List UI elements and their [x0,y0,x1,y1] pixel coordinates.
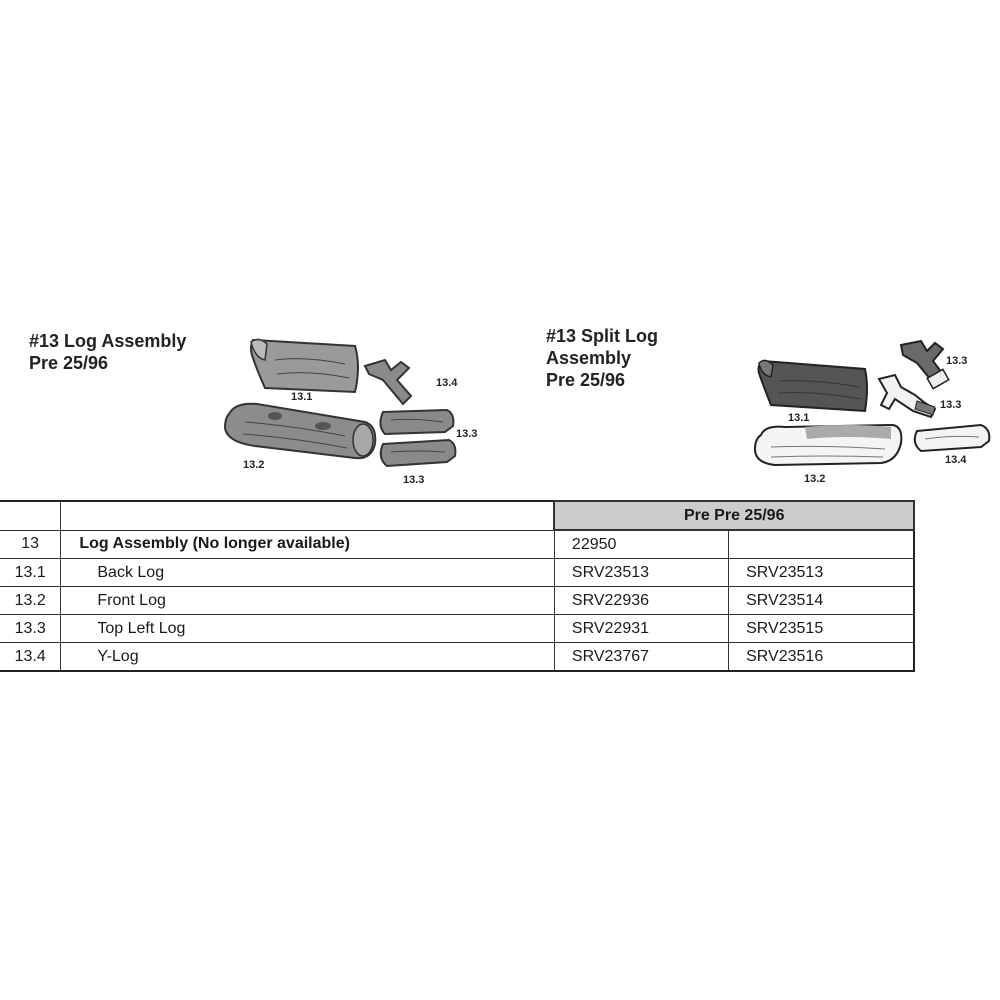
group-header: Pre Pre 25/96 [554,501,914,530]
split-y-log-upper-image [901,341,949,389]
left-title-line1: #13 Log Assembly [29,331,187,351]
right-callout-y-log-lower: 13.3 [940,399,962,411]
split-y-log-lower-image [879,375,935,417]
right-callout-y-log-upper: 13.3 [946,355,968,367]
table-row [0,559,914,587]
cell-desc: Front Log [61,587,555,615]
cell-desc: Y-Log [61,643,555,672]
split-front-log-image [755,425,901,465]
table-header-row [0,501,914,530]
cell-num: 13.1 [0,559,61,587]
left-callout-back-log: 13.1 [291,391,313,403]
cell-part-b: SRV23515 [729,615,914,643]
right-title-line1: #13 Split Log [546,326,659,346]
left-callout-top-log-upper: 13.3 [456,428,478,440]
cell-part-b: SRV23514 [729,587,914,615]
front-log-image [225,404,375,459]
top-log-lower-image [381,440,456,466]
left-callout-top-log-lower: 13.3 [403,474,425,486]
back-log-image [251,339,358,392]
cell-part-a: SRV22936 [554,587,728,615]
split-top-log-image [915,425,990,451]
top-log-upper-image [380,410,453,434]
table-row [0,530,914,559]
cell-part-a: 22950 [554,530,728,559]
cell-part-a: SRV23513 [554,559,728,587]
cell-part-a: SRV22931 [554,615,728,643]
split-back-log-image [759,360,868,411]
cell-num: 13 [0,530,61,559]
right-callout-back-log: 13.1 [788,412,810,424]
cell-part-a: SRV23767 [554,643,728,672]
cell-desc: Back Log [61,559,555,587]
parts-table [0,500,915,672]
table-row [0,643,914,672]
cell-part-b: SRV23513 [729,559,914,587]
left-callout-front-log: 13.2 [243,459,265,471]
cell-desc: Top Left Log [61,615,555,643]
cell-num: 13.4 [0,643,61,672]
table-row [0,587,914,615]
right-title-line3: Pre 25/96 [546,370,626,390]
right-assembly-title [546,325,658,391]
cell-part-b [729,530,914,559]
right-title-line2: Assembly [546,348,632,368]
header-cell-num [0,501,61,530]
left-assembly-title [29,330,186,374]
header-cell-desc [61,501,555,530]
cell-desc: Log Assembly (No longer available) [61,530,555,559]
right-callout-front-log: 13.2 [804,473,826,485]
cell-num: 13.2 [0,587,61,615]
table-row [0,615,914,643]
cell-num: 13.3 [0,615,61,643]
left-title-line2: Pre 25/96 [29,353,109,373]
left-callout-y-log: 13.4 [436,377,458,389]
right-callout-top-log: 13.4 [945,454,967,466]
y-log-image [365,360,411,404]
cell-part-b: SRV23516 [729,643,914,672]
